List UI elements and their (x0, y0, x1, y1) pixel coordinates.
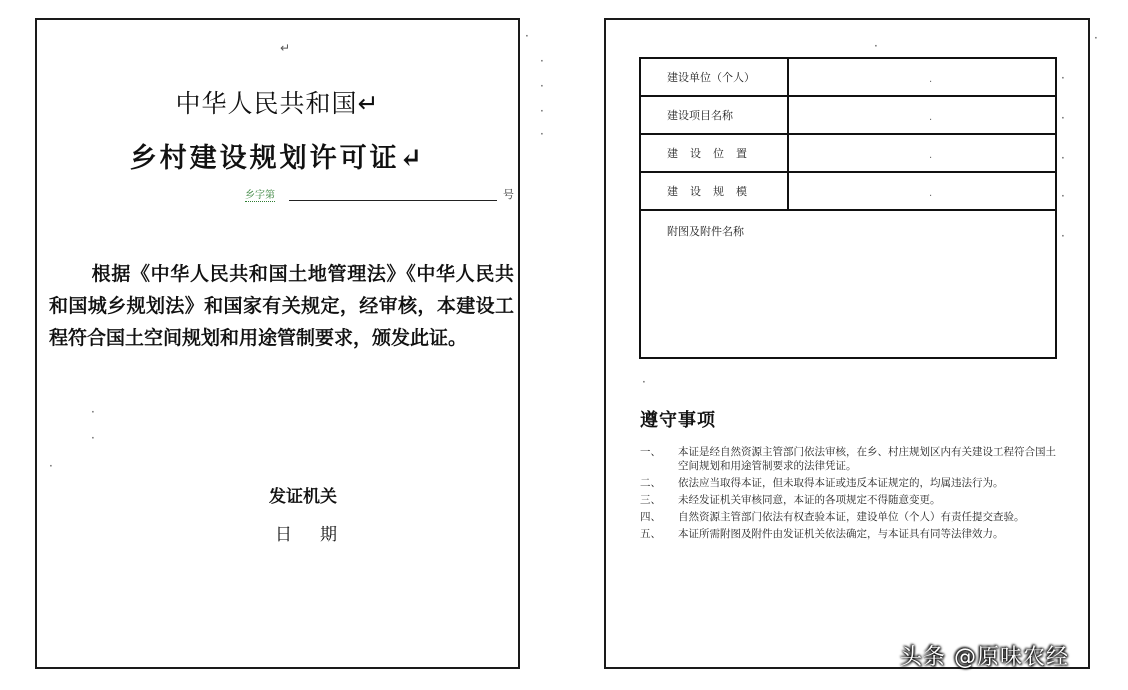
project-info-table (639, 57, 1057, 359)
paragraph-mark: · (525, 29, 529, 43)
paragraph-mark: · (874, 39, 878, 53)
table-row (640, 134, 1056, 172)
paragraph-mark: · (1061, 229, 1065, 243)
paragraph-mark: · (540, 54, 544, 68)
list-item (640, 445, 1065, 473)
rules-heading: 遵守事项 (640, 410, 716, 431)
paragraph-mark: · (642, 375, 646, 389)
source-watermark: 头条 @原味农经 (900, 645, 1069, 670)
paragraph-mark: · (91, 431, 95, 445)
certificate-body-text (49, 258, 514, 354)
paragraph-mark: · (1061, 111, 1065, 125)
rule-text: 本证所需附图及附件由发证机关依法确定，与本证具有同等法律效力。 (678, 528, 1004, 540)
paragraph-mark: · (91, 405, 95, 419)
row-value: · (788, 96, 1056, 134)
rule-number: 四、 (640, 511, 661, 523)
row-label: 建设单位（个人） (640, 58, 788, 96)
list-item (640, 476, 1065, 490)
paragraph-mark: · (1061, 189, 1065, 203)
paragraph-mark: · (540, 127, 544, 141)
row-label: 建设项目名称 (640, 96, 788, 134)
table-row (640, 96, 1056, 134)
number-underline (289, 200, 497, 201)
paragraph-mark: · (1061, 151, 1065, 165)
row-value: · (788, 134, 1056, 172)
number-prefix: 乡字第 (245, 186, 275, 202)
rule-text: 本证是经自然资源主管部门依法审核，在乡、村庄规划区内有关建设工程符合国土空间规划和用途管制要求的法律凭证。 (678, 446, 1056, 472)
certificate-back-page (604, 18, 1090, 669)
body-text-content: 根据《中华人民共和国土地管理法》《中华人民共和国城乡规划法》和国家有关规定，经审核，本建设工程符合国土空间规划和用途管制要求，颁发此证。 (49, 263, 514, 349)
rule-text: 依法应当取得本证，但未取得本证或违反本证规定的，均属违法行为。 (678, 477, 1004, 489)
row-value: · (788, 172, 1056, 210)
rules-list (640, 445, 1065, 544)
issuing-authority-label: 发证机关 (269, 487, 337, 507)
list-item (640, 527, 1065, 541)
rule-number: 三、 (640, 494, 661, 506)
paragraph-mark: · (49, 459, 53, 473)
rule-number: 二、 (640, 477, 661, 489)
list-item (640, 493, 1065, 507)
paragraph-mark: · (1061, 71, 1065, 85)
paragraph-mark: · (540, 104, 544, 118)
certificate-title: 乡村建设规划许可证↵ (129, 143, 426, 174)
paragraph-mark: · (1094, 31, 1098, 45)
number-suffix: 号 (503, 188, 514, 201)
table-row (640, 58, 1056, 96)
certificate-number-field (245, 186, 515, 202)
list-item (640, 510, 1065, 524)
row-label: 建设位置 (640, 134, 788, 172)
row-label: 建设规模 (640, 172, 788, 210)
attachments-label: 附图及附件名称 (640, 210, 1056, 358)
table-row (640, 210, 1056, 358)
rule-text: 未经发证机关审核同意，本证的各项规定不得随意变更。 (678, 494, 941, 506)
national-title: 中华人民共和国↵ (175, 89, 380, 118)
rule-number: 五、 (640, 528, 661, 540)
paragraph-mark: · (540, 79, 544, 93)
certificate-front-page (35, 18, 520, 669)
date-label: 日期 (275, 525, 365, 545)
rule-number: 一、 (640, 446, 661, 458)
table-row (640, 172, 1056, 210)
rule-text: 自然资源主管部门依法有权查验本证，建设单位（个人）有责任提交查验。 (678, 511, 1025, 523)
paragraph-mark: ↵ (280, 41, 291, 55)
row-value: · (788, 58, 1056, 96)
